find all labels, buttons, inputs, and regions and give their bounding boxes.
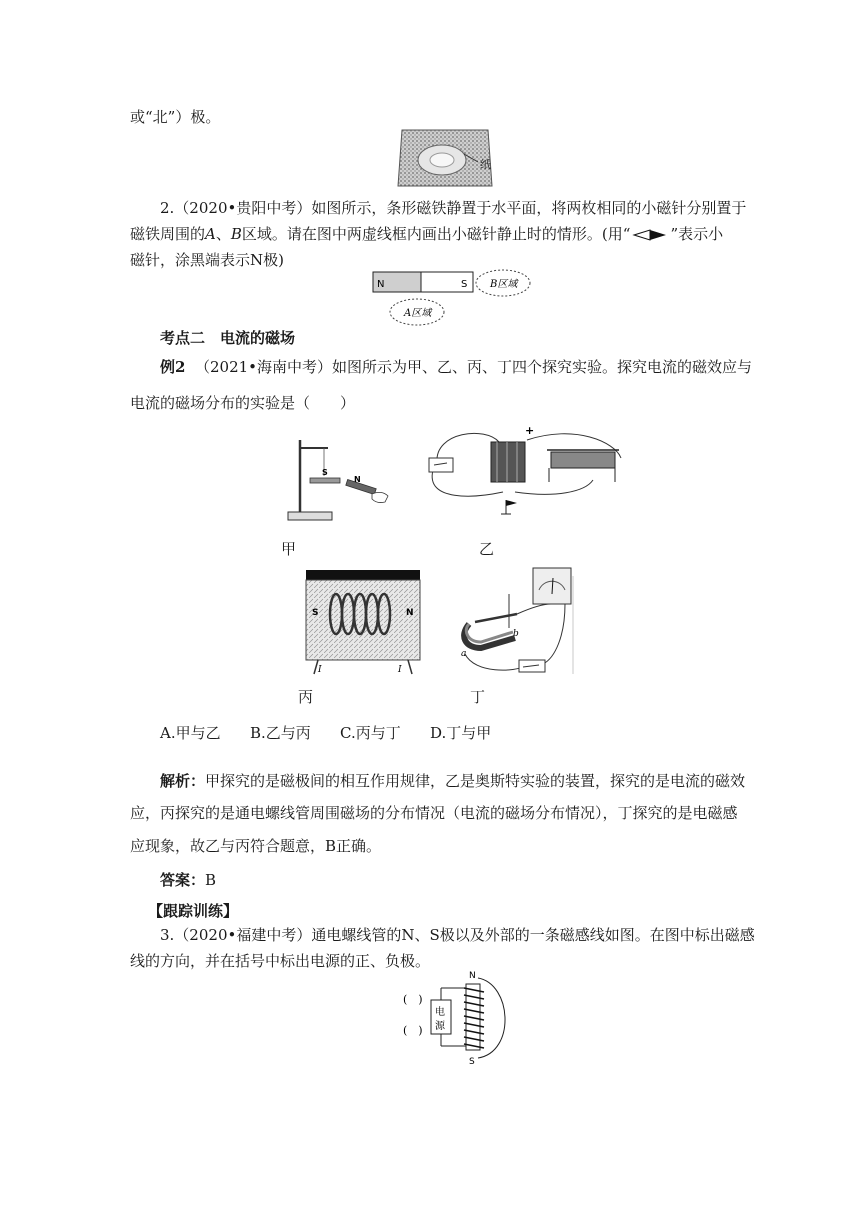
bing-current-label-left: I (318, 665, 322, 675)
experiment-jia-figure (284, 436, 396, 524)
bing-current-label-right: I (398, 665, 402, 675)
jia-s-label: S (322, 468, 328, 477)
figure-caption-bing: 丙 (298, 688, 314, 706)
power-polarity-bracket-bottom: ( ) (403, 1024, 423, 1037)
question-2-line-2 (130, 221, 723, 247)
question-3-line-1: 3.（2020•福建中考）通电螺线管的N、S极以及外部的一条磁感线如图。在图中标出磁感 (160, 926, 755, 944)
question-2-line-1: 2.（2020•贵阳中考）如图所示，条形磁铁静置于水平面，将两枚相同的小磁针分别置于 (160, 199, 747, 217)
magnet-n-label: N (377, 279, 385, 290)
question-2-line-3: 磁针，涂黑端表示N极) (130, 251, 284, 269)
text-span: 、 (215, 225, 231, 243)
example-2-line-2: 电流的磁场分布的实验是（ ） (130, 394, 356, 412)
experiment-yi-figure (425, 422, 630, 524)
region-b-label: B区域 (490, 279, 518, 290)
text-span: （2021•海南中考）如图所示为甲、乙、丙、丁四个探究实验。探究电流的磁效应与 (194, 358, 753, 376)
option-d[interactable]: D.丁与甲 (430, 724, 492, 742)
power-polarity-bracket-top: ( ) (403, 993, 423, 1006)
answer-label: 答案： (160, 871, 206, 889)
solenoid-n-label: N (469, 971, 476, 981)
section-title: 考点二 电流的磁场 (160, 329, 296, 347)
region-a-letter: A (205, 225, 216, 243)
option-c[interactable]: C.丙与丁 (340, 724, 401, 742)
power-source-label-1: 电 (435, 1007, 445, 1018)
example-label: 例2 (160, 358, 186, 376)
figure-caption-jia: 甲 (281, 540, 297, 558)
text-line: 或“北”）极。 (130, 108, 221, 126)
solenoid-circuit-figure (400, 966, 516, 1066)
magnetic-needle-icon (632, 229, 668, 241)
bar-magnet-figure (370, 266, 540, 328)
bing-n-label: N (406, 608, 414, 618)
bing-s-label: S (312, 608, 319, 618)
example-2-line-1 (160, 354, 752, 380)
experiment-ding-figure (455, 566, 577, 678)
solenoid-s-label: S (469, 1057, 475, 1066)
region-b-letter: B (230, 225, 242, 243)
compass-paper-label: 纸 (480, 158, 491, 171)
answer-value: B (205, 871, 217, 889)
figure-caption-yi: 乙 (479, 540, 495, 558)
analysis-line-1 (160, 768, 745, 794)
power-source-label-2: 源 (435, 1021, 445, 1032)
ding-b-label: b (513, 629, 519, 639)
analysis-label: 解析： (160, 772, 206, 790)
analysis-line-2: 应，丙探究的是通电螺线管周围磁场的分布情况（电流的磁场分布情况），丁探究的是电磁感 (130, 804, 738, 822)
answer-line (160, 867, 216, 893)
ding-a-label: a (461, 649, 467, 659)
option-a[interactable]: A.甲与乙 (160, 724, 221, 742)
text-span: ”表示小 (670, 225, 724, 243)
text-span: 磁铁周围的 (130, 225, 206, 243)
experiment-bing-figure (304, 568, 422, 676)
region-a-label: A区域 (404, 308, 432, 319)
battery-plus-label: + (525, 424, 535, 437)
text-span: 甲探究的是磁极间的相互作用规律，乙是奥斯特实验的装置，探究的是电流的磁效 (205, 772, 746, 790)
magnet-s-label: S (461, 279, 468, 290)
text-span: 区域。请在图中两虚线框内画出小磁针静止时的情形。(用“ (241, 225, 631, 243)
option-b[interactable]: B.乙与丙 (250, 724, 311, 742)
figure-caption-ding: 丁 (470, 688, 486, 706)
jia-n-label: N (354, 475, 361, 484)
analysis-line-3: 应现象，故乙与丙符合题意，B正确。 (130, 837, 382, 855)
training-heading: 【跟踪训练】 (148, 902, 239, 920)
compass-on-paper-figure (380, 128, 520, 190)
question-3-line-2: 线的方向，并在括号中标出电源的正、负极。 (130, 952, 431, 970)
